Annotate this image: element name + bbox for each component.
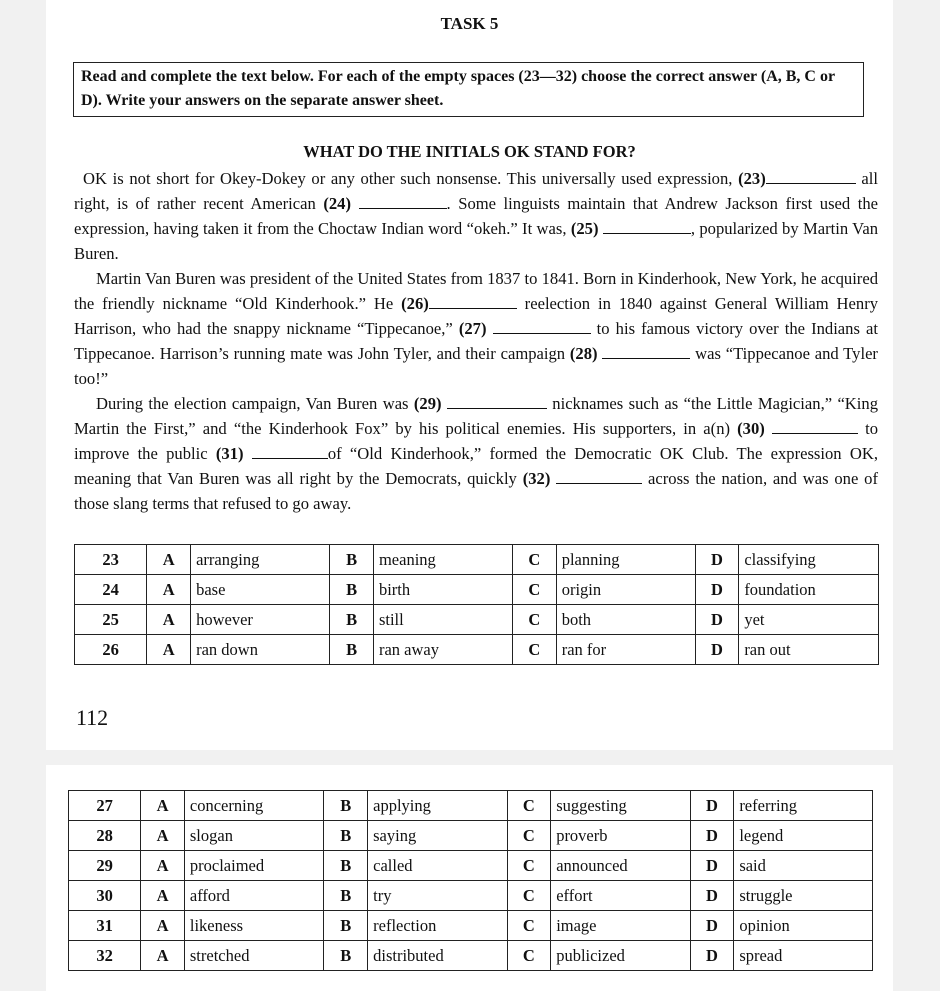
option-d: spread — [734, 941, 873, 971]
option-letter-a: A — [141, 821, 185, 851]
option-a: however — [191, 605, 330, 635]
option-c: image — [551, 911, 690, 941]
text-heading: WHAT DO THE INITIALS OK STAND FOR? — [303, 142, 636, 161]
gap-29-number: (29) — [413, 394, 442, 413]
page-number: 112 — [76, 705, 109, 730]
text-segment: of “Old Kinderhook,” formed the Democratic OK Club. The expression OK, meaning that Van Buren was all right by the Democrats, quickly — [74, 444, 878, 488]
option-letter-a: A — [141, 911, 185, 941]
option-letter-c: C — [507, 821, 551, 851]
question-number: 27 — [69, 791, 141, 821]
option-c: both — [556, 605, 695, 635]
question-number: 29 — [69, 851, 141, 881]
option-letter-b: B — [324, 851, 368, 881]
gap-23-number: (23) — [738, 169, 766, 188]
option-letter-d: D — [695, 605, 739, 635]
option-d: referring — [734, 791, 873, 821]
instructions-box: Read and complete the text below. For each of the empty spaces (23—32) choose the correct answer (A, B, C or D). Write your answers on the separate answer sheet. — [73, 62, 864, 117]
text-segment: Martin Van Buren was president of the United States from 1837 to 1841. Born in Kinderhook, New York, he acquired the friendly nickname “Old Kinderhook.” He — [74, 269, 878, 313]
option-letter-d: D — [695, 635, 739, 665]
task-title: TASK 5 — [440, 14, 499, 33]
gap-24-number: (24) — [323, 194, 351, 213]
option-letter-d: D — [695, 545, 739, 575]
option-c: effort — [551, 881, 690, 911]
option-letter-c: C — [512, 605, 556, 635]
question-row-25 — [75, 605, 879, 635]
gap-27-blank[interactable] — [493, 319, 591, 334]
option-letter-b: B — [324, 881, 368, 911]
gap-29-blank[interactable] — [447, 394, 547, 409]
gap-26-number: (26) — [401, 294, 429, 313]
gap-25-number: (25) — [570, 219, 599, 238]
option-a: arranging — [191, 545, 330, 575]
question-number: 31 — [69, 911, 141, 941]
option-letter-b: B — [330, 545, 374, 575]
text-segment: all right, is of rather recent American — [74, 169, 879, 213]
option-letter-b: B — [324, 821, 368, 851]
gap-24-blank[interactable] — [359, 194, 447, 209]
option-a: afford — [184, 881, 324, 911]
option-letter-b: B — [330, 635, 374, 665]
text-segment: was “Tippecanoe and Tyler too!” — [74, 344, 878, 388]
gap-28-number: (28) — [569, 344, 598, 363]
text-segment: reelection in 1840 against General William Henry Harrison, who had the snappy nickname “Tippecanoe,” — [74, 294, 879, 338]
question-number: 26 — [75, 635, 147, 665]
question-number: 28 — [69, 821, 141, 851]
option-a: stretched — [184, 941, 324, 971]
option-letter-a: A — [141, 791, 185, 821]
option-b: saying — [368, 821, 507, 851]
paragraph-3 — [74, 391, 878, 516]
question-row-24 — [75, 575, 879, 605]
text-segment: , popularized by Martin Van Buren. — [74, 219, 878, 263]
option-letter-a: A — [147, 605, 191, 635]
options-table-27-32 — [68, 790, 873, 971]
option-b: applying — [368, 791, 507, 821]
option-a: likeness — [184, 911, 324, 941]
option-a: slogan — [184, 821, 324, 851]
option-letter-d: D — [690, 791, 734, 821]
option-d: opinion — [734, 911, 873, 941]
question-row-30 — [69, 881, 873, 911]
gap-30-blank[interactable] — [772, 419, 858, 434]
text-segment: across the nation, and was one of those slang terms that refused to go away. — [74, 469, 878, 513]
option-b: called — [368, 851, 507, 881]
option-c: announced — [551, 851, 690, 881]
option-letter-d: D — [690, 821, 734, 851]
option-b: distributed — [368, 941, 507, 971]
option-letter-a: A — [147, 545, 191, 575]
gap-27-number: (27) — [458, 319, 487, 338]
question-row-28 — [69, 821, 873, 851]
gap-30-number: (30) — [737, 419, 765, 438]
option-c: ran for — [556, 635, 695, 665]
question-number: 30 — [69, 881, 141, 911]
gap-23-blank[interactable] — [766, 169, 856, 184]
gap-25-blank[interactable] — [603, 219, 691, 234]
option-letter-d: D — [690, 941, 734, 971]
option-letter-c: C — [512, 635, 556, 665]
options-table-23-26 — [74, 544, 879, 665]
option-letter-c: C — [507, 911, 551, 941]
question-number: 23 — [75, 545, 147, 575]
option-letter-d: D — [690, 911, 734, 941]
option-letter-d: D — [690, 851, 734, 881]
gap-31-number: (31) — [215, 444, 244, 463]
option-letter-b: B — [330, 575, 374, 605]
text-segment: nicknames such as “the Little Magician,” “King Martin the First,” and “the Kinderhook Fox” by his political enemies. His supporters, in a(n) — [74, 394, 878, 438]
option-c: proverb — [551, 821, 690, 851]
option-letter-b: B — [324, 791, 368, 821]
option-a: proclaimed — [184, 851, 324, 881]
option-letter-a: A — [141, 851, 185, 881]
option-letter-b: B — [330, 605, 374, 635]
option-d: struggle — [734, 881, 873, 911]
option-d: ran out — [739, 635, 879, 665]
option-b: ran away — [373, 635, 512, 665]
option-letter-c: C — [507, 851, 551, 881]
option-letter-d: D — [690, 881, 734, 911]
paragraph-1 — [74, 166, 878, 266]
option-b: reflection — [368, 911, 507, 941]
option-c: publicized — [551, 941, 690, 971]
option-letter-d: D — [695, 575, 739, 605]
text-segment: to improve the public — [74, 419, 878, 463]
option-a: concerning — [184, 791, 324, 821]
question-row-26 — [75, 635, 879, 665]
option-b: try — [368, 881, 507, 911]
option-a: ran down — [191, 635, 330, 665]
question-number: 25 — [75, 605, 147, 635]
option-letter-a: A — [147, 635, 191, 665]
question-number: 24 — [75, 575, 147, 605]
gap-32-number: (32) — [522, 469, 551, 488]
question-number: 32 — [69, 941, 141, 971]
question-row-31 — [69, 911, 873, 941]
text-segment: . Some linguists maintain that Andrew Jackson first used the expression, having taken it from the Choctaw Indian word “okeh.” It was, — [74, 194, 878, 238]
question-row-32 — [69, 941, 873, 971]
option-d: legend — [734, 821, 873, 851]
question-row-29 — [69, 851, 873, 881]
option-d: foundation — [739, 575, 879, 605]
option-letter-c: C — [507, 881, 551, 911]
option-letter-c: C — [512, 575, 556, 605]
option-d: said — [734, 851, 873, 881]
option-c: origin — [556, 575, 695, 605]
option-d: classifying — [739, 545, 879, 575]
option-b: still — [373, 605, 512, 635]
option-c: suggesting — [551, 791, 690, 821]
option-letter-c: C — [512, 545, 556, 575]
page-113 — [46, 765, 893, 991]
option-b: birth — [373, 575, 512, 605]
option-c: planning — [556, 545, 695, 575]
reading-text — [74, 166, 878, 516]
option-a: base — [191, 575, 330, 605]
option-letter-a: A — [147, 575, 191, 605]
gap-28-blank[interactable] — [602, 344, 690, 359]
text-segment: OK is not short for Okey-Dokey or any other such nonsense. This universally used expression, — [83, 169, 739, 188]
option-d: yet — [739, 605, 879, 635]
text-segment: During the election campaign, Van Buren was — [96, 394, 414, 413]
paragraph-2 — [74, 266, 878, 391]
question-row-27 — [69, 791, 873, 821]
option-letter-a: A — [141, 881, 185, 911]
page-112 — [46, 0, 893, 750]
option-letter-b: B — [324, 911, 368, 941]
question-row-23 — [75, 545, 879, 575]
option-letter-a: A — [141, 941, 185, 971]
gap-32-blank[interactable] — [556, 469, 642, 484]
option-letter-c: C — [507, 791, 551, 821]
option-b: meaning — [373, 545, 512, 575]
option-letter-c: C — [507, 941, 551, 971]
option-letter-b: B — [324, 941, 368, 971]
gap-26-blank[interactable] — [429, 294, 517, 309]
gap-31-blank[interactable] — [252, 444, 328, 459]
text-segment: to his famous victory over the Indians at Tippecanoe. Harrison’s running mate was John Tyler, and their campaign — [74, 319, 878, 363]
